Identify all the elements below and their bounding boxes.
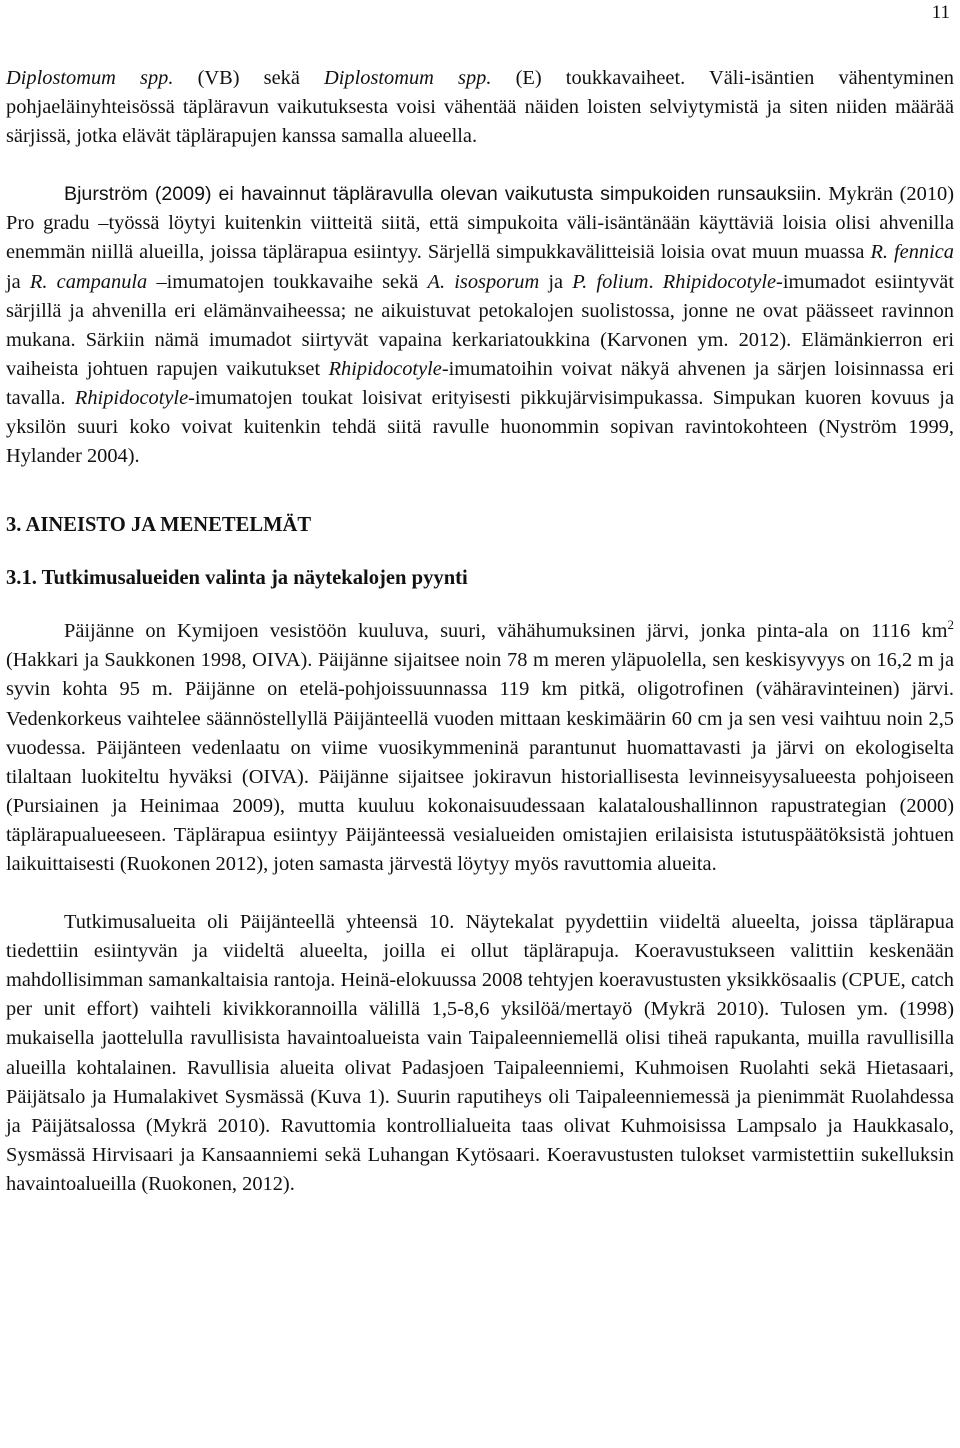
text-run: ja: [539, 270, 573, 293]
species-name: R. fennica: [870, 241, 954, 264]
species-name: R. campanula: [29, 270, 148, 293]
text-run: ja: [6, 270, 30, 293]
text-run: (VB) sekä: [173, 67, 325, 89]
species-name: P. folium: [572, 270, 649, 293]
page-number: 11: [931, 2, 950, 23]
text-run: –imumatojen toukkavaihe sekä: [147, 270, 428, 293]
species-name: Rhipidocotyle: [662, 270, 777, 293]
paragraph-lake-paijanne: [6, 617, 954, 879]
text-run: Bjurström (2009) ei havainnut täpläravulla olevan vaikutusta simpukoiden runsauksiin.: [64, 183, 822, 206]
text-run: -imumatojen toukat loisivat erityisesti pikkujärvisimpukassa. Simpukan kuoren kovuus ja yksilön suuri koko voivat kuitenkin tehdä siitä ravulle huonommin sopivan ravintokohteen (Nyström 1999, Hylander 2004).: [6, 386, 954, 468]
text-run: (Hakkari ja Saukkonen 1998, OIVA). Päijänne sijaitsee noin 78 m meren yläpuolella, sen keskisyvyys on 16,2 m ja syvin kohta 95 m. Päijänne on etelä-pohjoissuunnassa 119 km pitkä, oligotrofinen (vähäravinteinen) järvi. Vedenkorkeus vaihtelee säännöstellyllä Päijänteellä vuoden mittaan keskimäärin 60 cm ja sen vesi vaihtuu noin 2,5 vuodessa. Päijänteen vedenlaatu on viime vuosikymmeninä parantunut huomattavasti ja järvi on ekologiselta tilaltaan luokiteltu hyväksi (OIVA). Päijänne sijaitsee jokiravun historiallisesta levinneisyysalueesta pohjoiseen (Pursiainen ja Heinimaa 2009), mutta kuuluu kokonaisuudessaan kalataloushallinnon rapustrategian (2000) täplärapualueeseen. Täplärapua esiintyy Päijänteessä vesialueiden omistajien erilaisista istutuspäätöksistä johtuen laikuittaisesti (Ruokonen 2012), joten samasta järvestä löytyy myös ravuttomia alueita.: [6, 649, 954, 875]
text-run: -imumatoihin voivat näkyä ahvenen ja särjen loisinnassa eri tavalla.: [6, 357, 954, 409]
species-name: Rhipidocotyle: [328, 357, 442, 380]
superscript: 2: [947, 617, 954, 633]
species-name: A. isosporum: [427, 270, 540, 293]
paragraph-study-areas: Tutkimusalueita oli Päijänteellä yhteensä 10. Näytekalat pyydettiin viideltä alueelta, joissa täplärapua tiedettiin esiintyvän ja viideltä alueelta, joilla ei ollut täplärapuja. Koeravustukseen valittiin keskenään mahdollisimman samankaltaisia rantoja. Heinä-elokuussa 2008 tehtyjen koeravustusten yksikkösaalis (CPUE, catch per unit effort) vaihteli kivikkorannoilla välillä 1,5-8,6 yksilöä/mertayö (Mykrä 2010). Tulosen ym. (1998) mukaisella jaottelulla ravullisista havaintoalueista vain Taipaleenniemellä olisi tiheä rapukanta, muilla ravullisilla alueilla kohtalainen. Ravullisia alueita olivat Padasjoen Taipaleenniemi, Kuhmoisen Ruolahti sekä Hietasaari, Päijätsalo ja Humalakivet Sysmässä (Kuva 1). Suurin raputiheys oli Taipaleenniemessä ja pienimmät Ruolahdessa ja Päijätsalossa (Mykrä 2010). Ravuttomia kontrollialueita taas olivat Kuhmoisissa Lampsalo ja Haukkasalo, Sysmässä Hirvisaari ja Kansaanniemi sekä Luhangan Kytösaari. Koeravustusten tulokset varmistettiin sukelluksin havaintoalueilla (Ruokonen, 2012).: [6, 911, 954, 1195]
section-spacer: [6, 471, 954, 511]
text-run: -imumadot esiintyvät särjillä ja ahvenilla eri elämänvaiheessa; ne aikuistuvat petokalojen suolistossa, jonne ne ovat päässeet ravinnon mukana. Särkiin nämä imumadot siirtyvät vapaina kerkariatoukkina (Karvonen ym. 2012). Elämänkierron eri vaiheista johtuen rapujen vaikutukset: [6, 270, 954, 380]
document-body: [6, 64, 954, 1199]
heading-spacer: [6, 593, 954, 617]
text-run: Mykrän (2010) Pro gradu –työssä löytyi kuitenkin viitteitä siitä, että simpukoita väli-isäntänään käyttäviä loisia olisi ahvenilla enemmän niillä alueilla, joissa täplärapua esiintyy. Särjellä simpukkavälitteisiä loisia ovat muun muassa: [6, 183, 954, 264]
heading-spacer: [6, 540, 954, 564]
species-name: Rhipidocotyle: [74, 386, 189, 409]
species-name: Diplostomum spp.: [6, 67, 174, 89]
paragraph-spacer: [6, 879, 954, 908]
paragraph-spacer: [6, 151, 954, 180]
text-run: .: [648, 270, 663, 293]
subsection-heading: 3.1. Tutkimusalueiden valinta ja näytekalojen pyynti: [6, 567, 468, 590]
text-run: Päijänne on Kymijoen vesistöön kuuluva, suuri, vähähumuksinen järvi, jonka pinta-ala on 1116 km: [64, 620, 948, 643]
section-heading: 3. AINEISTO JA MENETELMÄT: [6, 514, 312, 537]
species-name: Diplostomum spp.: [324, 67, 492, 89]
paragraph-mussels: [6, 180, 954, 471]
text-run: (E) toukkavaiheet. Väli-isäntien vähentyminen pohjaeläinyhteisössä täpläravun vaikutuksesta voisi vähentää näiden loisten selviytymistä ja siten niiden määrää särjissä, jotka elävät täplärapujen kanssa samalla alueella.: [6, 67, 954, 148]
paragraph-parasites-intro: [6, 64, 954, 151]
